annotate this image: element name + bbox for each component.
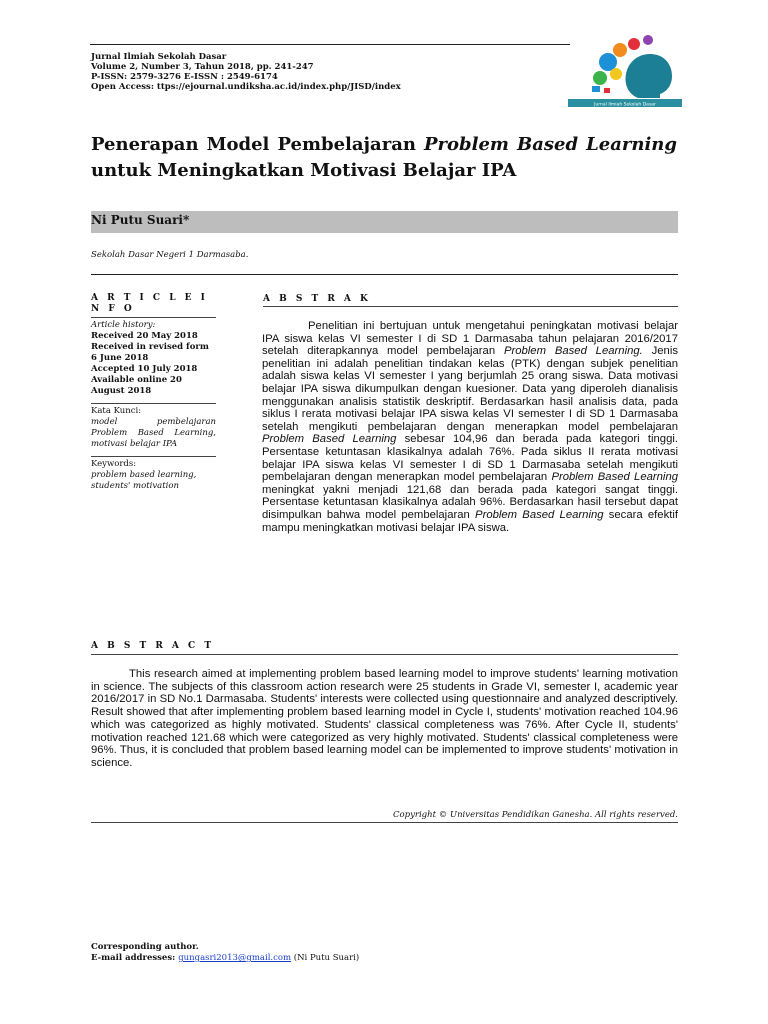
author-name: Ni Putu Suari* — [91, 213, 190, 227]
online-date: Available online 20 August 2018 — [91, 375, 182, 396]
paper-title — [91, 132, 677, 184]
abstrak-body — [262, 320, 678, 534]
section-rule — [91, 274, 678, 275]
article-info — [91, 293, 216, 492]
article-info-rule — [91, 317, 216, 318]
abstrak-italic-2: Problem Based Learning — [262, 433, 397, 446]
email-link[interactable]: gungasri2013@gmail.com — [178, 953, 292, 963]
abstract-heading: A B S T R A C T — [91, 641, 215, 651]
abstract-rule — [91, 654, 678, 655]
keywords-text: problem based learning, students' motivation — [91, 470, 197, 491]
kata-kunci-rule — [91, 403, 216, 404]
article-info-heading: A R T I C L E I N F O — [91, 293, 208, 314]
journal-info — [91, 52, 491, 92]
copyright: Copyright © Universitas Pendidikan Ganesha. All rights reserved. — [393, 810, 678, 820]
journal-logo-icon — [568, 28, 682, 110]
logo-caption: Jurnal Ilmiah Sekolah Dasar — [594, 102, 656, 108]
abstrak-seg-4: meningkat yakni menjadi 121,68 dan berada pada kategori sangat tinggi. Persentase ketuntasan klasikalnya adalah 96%. Berdasarkan hasil tersebut dapat disimpulkan bahwa model pembelajaran — [262, 483, 678, 521]
kata-kunci-text: model pembelajaran Problem Based Learning, motivasi belajar IPA — [91, 417, 216, 449]
abstrak-heading: A B S T R A K — [263, 294, 371, 304]
affiliation: Sekolah Dasar Negeri 1 Darmasaba. — [91, 250, 249, 260]
accepted-date: Accepted 10 July 2018 — [91, 364, 198, 374]
email-label: E-mail addresses: — [91, 953, 179, 963]
abstrak-seg-5: secara efektif mampu meningkatkan motivasi belajar IPA siswa. — [262, 508, 679, 534]
title-text-1: Penerapan Model Pembelajaran — [91, 134, 425, 155]
header-rule — [90, 44, 570, 45]
abstrak-italic-3: Problem Based Learning — [551, 471, 679, 484]
kata-kunci-label: Kata Kunci: — [91, 406, 142, 416]
keywords-rule — [91, 456, 216, 457]
history-label: Article history: — [91, 320, 156, 330]
abstrak-seg-1: Penelitian ini bertujuan untuk mengetahui peningkatan motivasi belajar IPA siswa kelas VI semester I di SD 1 Darmasaba tahun pelajaran 2016/2017 setelah diterapkannya model pembelajaran — [262, 320, 678, 358]
keywords-label: Keywords: — [91, 459, 137, 469]
received-date: Received 20 May 2018 — [91, 331, 198, 341]
abstrak-italic-1: Problem Based Learning. — [503, 345, 643, 358]
copyright-rule — [91, 822, 678, 823]
revised-date: Received in revised form 6 June 2018 — [91, 342, 209, 363]
corresponding-label: Corresponding author. — [91, 942, 199, 952]
abstrak-rule — [263, 306, 678, 307]
title-text-italic: Problem Based Learning — [424, 134, 677, 155]
journal-open-access: Open Access: ttps://ejournal.undiksha.ac.id/index.php/JISD/index — [91, 82, 401, 92]
journal-volume: Volume 2, Number 3, Tahun 2018, pp. 241-247 — [91, 62, 314, 72]
abstrak-seg-3: sebesar 104,96 dan berada pada kategori tinggi. Persentase ketuntasan klasikalnya adalah 76%. Pada siklus II rerata motivasi belajar IPA siswa kelas VI semester I di SD 1 Darmasaba setelah mengikuti pembelajaran dengan menerapkan model pembelajaran — [262, 433, 678, 484]
journal-name: Jurnal Ilmiah Sekolah Dasar — [91, 52, 227, 62]
title-text-2: untuk Meningkatkan Motivasi Belajar IPA — [91, 160, 517, 181]
abstract-text: This research aimed at implementing problem based learning model to improve students' learning motivation in science. The subjects of this classroom action research were 25 students in Grade VI, semester I, academic year 2016/2017 in SD No.1 Darmasaba. Students' interests were collected using questionnaire and analyzed descriptively. Result showed that after implementing problem based learning model in Cycle I, students' motivation reached 104.96 which was categorized as highly motivated. Students' classical completeness was 76%. After Cycle II, students' motivation reached 121.68 which were categorized as very highly motivated. Students' classical completeness were 96%. Thus, it is concluded that problem based learning model can be implemented to improve students' motivation in science. — [91, 668, 678, 769]
abstract-body — [91, 668, 678, 770]
abstrak-italic-4: Problem Based Learning — [475, 508, 604, 521]
corresponding-name: (Ni Putu Suari) — [291, 953, 360, 963]
abstrak-seg-2: Jenis penelitian ini adalah penelitian tindakan kelas (PTK) dengan subjek penelitian adalah siswa kelas VI semester I yang berjumlah 25 orang siswa. Data motivasi belajar IPA siswa dikumpulkan dengan kuesioner. Data yang diperoleh dianalisis menggunakan analisis statistik deskriptif. Berdasarkan hasil analisis data, pada siklus I rerata motivasi belajar IPA siswa kelas VI semester I di SD 1 Darmasaba setelah mengikuti pembelajaran dengan menerapkan model pembelajaran — [262, 345, 678, 433]
journal-issn: P-ISSN: 2579-3276 E-ISSN : 2549-6174 — [91, 72, 278, 82]
corresponding-author — [91, 942, 359, 964]
